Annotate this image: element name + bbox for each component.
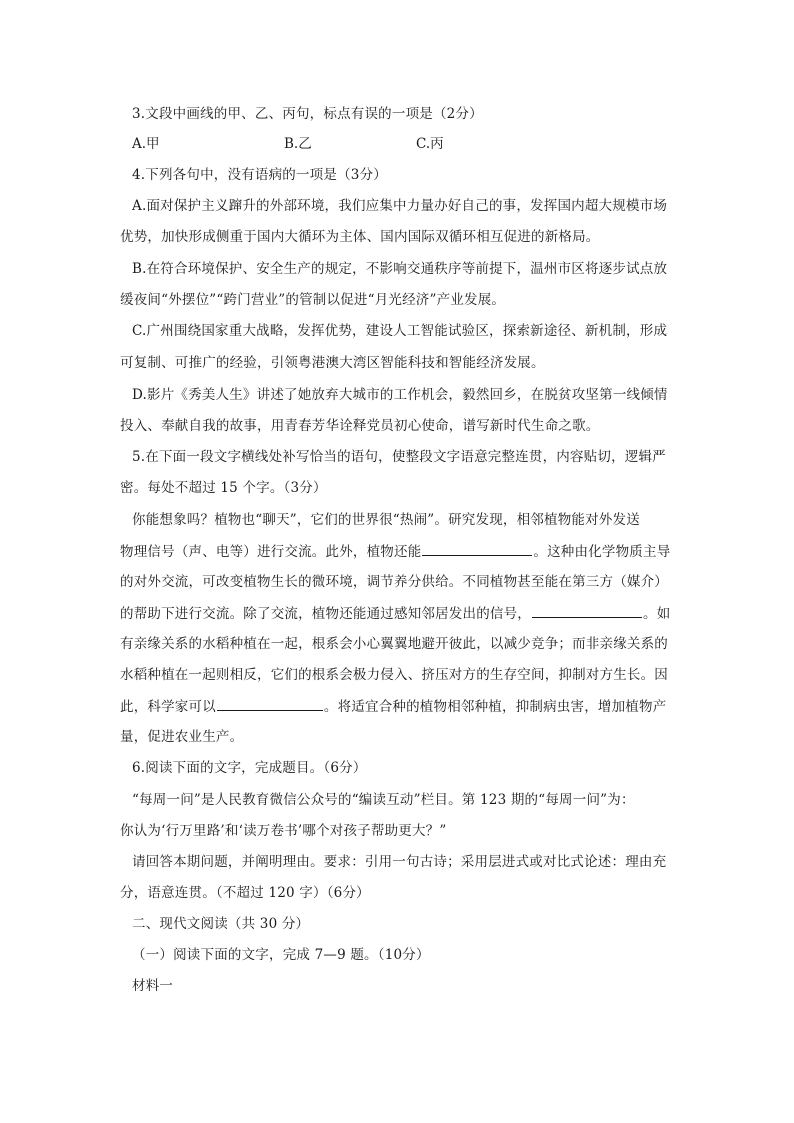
q5-passage-line3: 的对外交流，可改变植物生长的微环境，调节养分供给。不同植物甚至能在第三方（媒介）: [120, 574, 668, 590]
q5-stem-line2: 密。每处不超过 15 个字。（3分）: [120, 480, 327, 496]
q4-stem: 4.下列各句中，没有语病的一项是（3分）: [132, 167, 387, 183]
q3-stem: 3.文段中画线的甲、乙、丙句，标点有误的一项是（2分）: [132, 106, 483, 122]
q3-option-a: A.甲: [132, 136, 160, 152]
q6-stem: 6.阅读下面的文字，完成题目。（6分）: [132, 760, 367, 776]
q5-passage-line7-text-a: 此，科学家可以: [120, 699, 216, 715]
q5-passage-line1: 你能想象吗？植物也“聊天”，它们的世界很“热闹”。研究发现，相邻植物能对外发送: [132, 512, 640, 528]
q6-passage-line2: 你认为‘行万里路’和‘读万卷书’哪个对孩子帮助更大？”: [120, 823, 447, 839]
q6-requirement-line2: 分，语意连贯。（不超过 120 字）（6分）: [120, 885, 370, 901]
q3-option-c: C.丙: [416, 136, 444, 152]
q5-passage-line4-text-a: 的帮助下进行交流。除了交流，植物还能通过感知邻居发出的信号，: [120, 606, 531, 622]
q5-answer-blank-2[interactable]: [532, 603, 642, 618]
q4-option-b-line2: 缓夜间“外摆位”“跨门营业”的管制以促进“月光经济”产业发展。: [120, 292, 506, 308]
q5-passage-line4: [120, 603, 670, 624]
q4-option-b-line1: B.在符合环境保护、安全生产的规定，不影响交通秩序等前提下，温州市区将逐步试点放: [132, 261, 668, 277]
q5-passage-line7-text-b: 。将适宜合种的植物相邻种植，抑制病虫害，增加植物产: [323, 699, 667, 715]
q4-option-c-line2: 可复制、可推广的经验，引领粤港澳大湾区智能科技和智能经济发展。: [120, 355, 545, 371]
q4-option-c-line1: C.广州围绕国家重大战略，发挥优势，建设人工智能试验区，探索新途径、新机制，形成: [132, 323, 668, 339]
q5-passage-line2-text-b: 。这种由化学物质主导: [533, 544, 671, 560]
q5-answer-blank-3[interactable]: [217, 696, 323, 711]
q4-option-d-line1: D.影片《秀美人生》讲述了她放弃大城市的工作机会，毅然回乡，在脱贫攻坚第一线倾情: [132, 387, 668, 403]
section-2-subtitle: （一）阅读下面的文字，完成 7—9 题。（10分）: [132, 947, 430, 963]
q5-stem-line1: 5.在下面一段文字横线处补写恰当的语句，使整段文字语意完整连贯，内容贴切，逻辑严: [132, 449, 666, 465]
q5-answer-blank-1[interactable]: [422, 541, 532, 556]
q5-passage-line2: [120, 541, 670, 562]
q6-passage-line1: “每周一问”是人民教育微信公众号的“编读互动”栏目。第 123 期的“每周一问”为：: [132, 792, 635, 808]
q5-passage-line4-text-b: 。如: [643, 606, 671, 622]
q5-passage-line6: 水稻种植在一起则相反，它们的根系会极力侵入、挤压对方的生存空间，抑制对方生长。因: [120, 667, 668, 683]
material-one-heading: 材料一: [132, 978, 174, 994]
q5-passage-line7: [120, 696, 666, 717]
section-2-title: 二、现代文阅读（共 30 分）: [132, 916, 310, 932]
q6-requirement-line1: 请回答本期问题，并阐明理由。要求：引用一句古诗；采用层进式或对比式论述：理由充: [132, 854, 667, 870]
q4-option-a-line2: 优势，加快形成侧重于国内大循环为主体、国内国际双循环相互促进的新格局。: [120, 229, 600, 245]
q4-option-d-line2: 投入、奉献自我的故事，用青春芳华诠释党员初心使命，谱写新时代生命之歌。: [120, 418, 600, 434]
q5-passage-line5: 有亲缘关系的水稻种植在一起，根系会小心翼翼地避开彼此，以减少竞争；而非亲缘关系的: [120, 636, 668, 652]
q4-option-a-line1: A.面对保护主义蹿升的外部环境，我们应集中力量办好自己的事，发挥国内超大规模市场: [132, 198, 668, 214]
q5-passage-line8: 量，促进农业生产。: [120, 729, 244, 745]
q5-passage-line2-text-a: 物理信号（声、电等）进行交流。此外，植物还能: [120, 544, 422, 560]
q3-option-b: B.乙: [284, 136, 312, 152]
